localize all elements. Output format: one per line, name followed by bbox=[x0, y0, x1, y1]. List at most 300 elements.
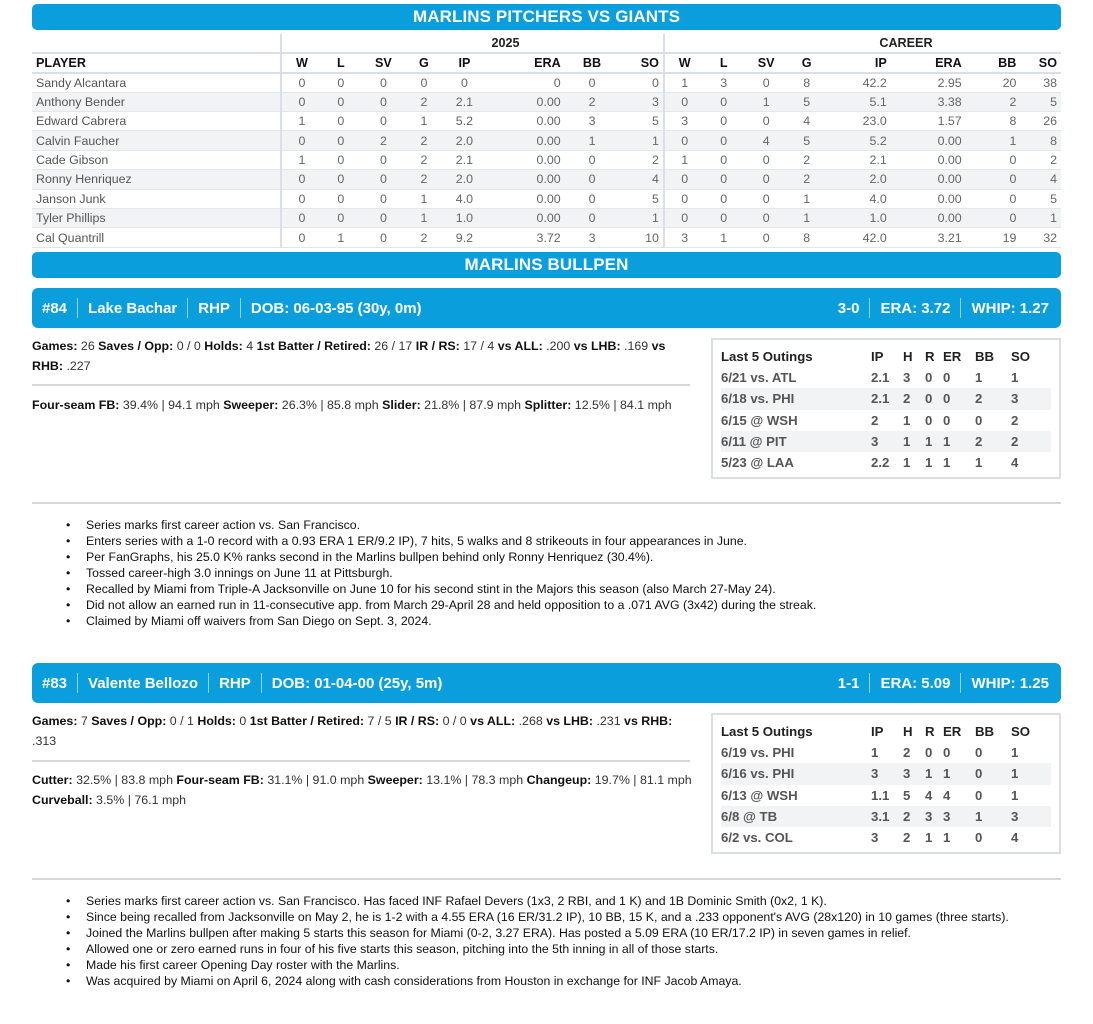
stat-value: 26 bbox=[80, 339, 95, 353]
group-header-2025: 2025 bbox=[281, 34, 664, 53]
stat-career-w: 3 bbox=[664, 228, 705, 247]
stat-2025-bb: 0 bbox=[565, 73, 620, 92]
outings-table bbox=[721, 346, 1051, 473]
stat-label: vs LHB: bbox=[573, 339, 621, 353]
outing-game: 6/21 vs. ATL bbox=[721, 370, 797, 386]
outing-h: 2 bbox=[903, 830, 911, 846]
stat-2025-era: 0.00 bbox=[488, 170, 565, 189]
stat-2025-l: 0 bbox=[322, 73, 360, 92]
stat-career-bb: 0 bbox=[966, 209, 1021, 228]
divider bbox=[261, 673, 262, 693]
section-divider bbox=[32, 878, 1061, 880]
outing-bb: 0 bbox=[975, 412, 983, 428]
stat-career-bb: 0 bbox=[966, 170, 1021, 189]
stat-career-bb: 1 bbox=[966, 131, 1021, 150]
last-5-outings-table bbox=[711, 338, 1061, 479]
outing-bb: 0 bbox=[975, 830, 983, 846]
stat-2025-w: 1 bbox=[281, 150, 322, 169]
stat-label: 1st Batter / Retired: bbox=[249, 714, 365, 728]
stat-2025-sv: 0 bbox=[360, 73, 407, 92]
outing-ip: 2 bbox=[871, 412, 879, 428]
stat-label: Saves / Opp: bbox=[91, 714, 167, 728]
outing-ip: 3.1 bbox=[871, 806, 903, 827]
stat-2025-g: 2 bbox=[407, 92, 441, 111]
outing-game: 6/13 @ WSH bbox=[721, 787, 798, 803]
stat-value: 39.4% | 94.1 mph bbox=[122, 398, 220, 412]
outing-ip: 3 bbox=[871, 763, 903, 784]
table-row bbox=[32, 189, 1061, 208]
stat-2025-l: 0 bbox=[322, 112, 360, 131]
stat-2025-g: 1 bbox=[407, 209, 441, 228]
outings-table bbox=[721, 721, 1051, 848]
stat-career-so: 5 bbox=[1020, 189, 1061, 208]
outing-row bbox=[721, 452, 1051, 473]
stat-2025-so: 10 bbox=[619, 228, 664, 247]
outing-so: 1 bbox=[1011, 787, 1019, 803]
outing-so: 3 bbox=[1011, 388, 1051, 409]
group-header-blank bbox=[32, 34, 281, 53]
player-name: Cal Quantrill bbox=[32, 228, 281, 247]
col-header-g: G bbox=[407, 53, 441, 72]
outings-col-er: ER bbox=[943, 349, 962, 364]
pitcher-era: ERA: 5.09 bbox=[880, 674, 951, 692]
outings-col-ip: IP bbox=[871, 724, 884, 739]
stat-2025-sv: 0 bbox=[360, 150, 407, 169]
stat-career-w: 1 bbox=[664, 73, 705, 92]
pitcher-header-bar bbox=[32, 663, 1061, 703]
player-name: Janson Junk bbox=[32, 189, 281, 208]
stat-career-so: 26 bbox=[1020, 112, 1061, 131]
stat-label: Holds: bbox=[197, 714, 236, 728]
pitcher-number: #84 bbox=[42, 299, 68, 317]
stat-value: 7 bbox=[80, 714, 88, 728]
table-row bbox=[32, 92, 1061, 111]
stat-value: 17 / 4 bbox=[463, 339, 495, 353]
outings-col-bb: BB bbox=[975, 349, 995, 364]
outing-er: 0 bbox=[943, 388, 975, 409]
stat-label: vs RHB: bbox=[624, 714, 673, 728]
pitcher-record: 1-1 bbox=[837, 674, 860, 692]
stat-2025-g: 1 bbox=[407, 112, 441, 131]
outing-bb: 0 bbox=[975, 745, 983, 761]
outing-er: 0 bbox=[943, 745, 951, 761]
stat-2025-g: 2 bbox=[407, 131, 441, 150]
stat-2025-era: 0 bbox=[488, 73, 565, 92]
pitcher-era: ERA: 3.72 bbox=[880, 299, 951, 317]
note-item: • Made his first career Opening Day roster with the Marlins. bbox=[66, 957, 1066, 973]
stat-2025-so: 5 bbox=[619, 112, 664, 131]
stat-value: 0 / 0 bbox=[176, 339, 201, 353]
stat-2025-bb: 0 bbox=[565, 150, 620, 169]
stat-2025-sv: 0 bbox=[360, 170, 407, 189]
stat-2025-era: 0.00 bbox=[488, 189, 565, 208]
section-divider bbox=[32, 502, 1061, 504]
outing-row bbox=[721, 763, 1051, 784]
stat-career-so: 2 bbox=[1020, 150, 1061, 169]
stat-career-so: 32 bbox=[1020, 228, 1061, 247]
stat-2025-sv: 0 bbox=[360, 189, 407, 208]
outing-ip: 3 bbox=[871, 431, 903, 452]
stat-career-sv: 1 bbox=[743, 92, 790, 111]
stat-career-w: 0 bbox=[664, 189, 705, 208]
player-name: Calvin Faucher bbox=[32, 131, 281, 150]
stat-2025-sv: 0 bbox=[360, 92, 407, 111]
pitcher-record: 3-0 bbox=[837, 299, 860, 317]
outing-so: 4 bbox=[1011, 455, 1019, 471]
outing-h: 2 bbox=[903, 745, 911, 761]
vs-giants-table bbox=[32, 34, 1061, 248]
outing-so: 4 bbox=[1011, 830, 1019, 846]
outing-game: 5/23 @ LAA bbox=[721, 455, 794, 471]
stat-2025-era: 0.00 bbox=[488, 92, 565, 111]
stat-2025-bb: 0 bbox=[565, 189, 620, 208]
outing-r: 0 bbox=[925, 388, 943, 409]
stat-2025-g: 1 bbox=[407, 189, 441, 208]
outing-r: 1 bbox=[925, 763, 943, 784]
outing-r: 4 bbox=[925, 787, 933, 803]
stat-value: 26 / 17 bbox=[374, 339, 413, 353]
stat-label: Sweeper: bbox=[367, 773, 423, 787]
stat-2025-ip: 0 bbox=[441, 73, 488, 92]
stat-career-sv: 0 bbox=[743, 209, 790, 228]
stat-2025-era: 0.00 bbox=[488, 112, 565, 131]
stat-2025-so: 2 bbox=[619, 150, 664, 169]
outing-ip: 2.1 bbox=[871, 388, 903, 409]
stat-career-w: 0 bbox=[664, 92, 705, 111]
stat-2025-ip: 2.0 bbox=[441, 170, 488, 189]
stat-career-g: 5 bbox=[789, 131, 823, 150]
stat-career-sv: 0 bbox=[743, 170, 790, 189]
stat-value: 7 / 5 bbox=[367, 714, 392, 728]
outing-ip: 2.1 bbox=[871, 370, 890, 386]
stat-value: 19.7% | 81.1 mph bbox=[594, 773, 692, 787]
outing-row bbox=[721, 785, 1051, 806]
col-header-player: PLAYER bbox=[32, 53, 281, 72]
stat-2025-w: 1 bbox=[281, 112, 322, 131]
stat-2025-so: 1 bbox=[619, 209, 664, 228]
outing-bb: 2 bbox=[975, 388, 1011, 409]
outing-r: 0 bbox=[925, 745, 933, 761]
stat-label: Games: bbox=[32, 714, 78, 728]
stat-career-ip: 5.2 bbox=[824, 131, 891, 150]
note-item: • Allowed one or zero earned runs in four of his five starts this season, pitching into the 5th inning in all of those starts. bbox=[66, 941, 1066, 957]
stat-career-g: 8 bbox=[789, 73, 823, 92]
col-header-sv: SV bbox=[360, 53, 407, 72]
stat-career-era: 0.00 bbox=[891, 209, 966, 228]
outing-ip: 2.2 bbox=[871, 455, 890, 471]
stat-career-w: 3 bbox=[664, 112, 705, 131]
stat-value: 0 / 1 bbox=[169, 714, 194, 728]
note-item: • Recalled by Miami from Triple-A Jacksonville on June 10 for his second stint in the Majors this season (also March 27-May 24). bbox=[66, 581, 1066, 597]
outing-row bbox=[721, 367, 1051, 388]
stat-label: Splitter: bbox=[524, 398, 572, 412]
outing-r: 1 bbox=[925, 431, 943, 452]
last-5-outings-table bbox=[711, 713, 1061, 854]
stat-2025-bb: 2 bbox=[565, 92, 620, 111]
outing-so: 1 bbox=[1011, 763, 1051, 784]
outing-bb: 0 bbox=[975, 787, 983, 803]
divider bbox=[77, 673, 78, 693]
player-name: Ronny Henriquez bbox=[32, 170, 281, 189]
stat-career-bb: 0 bbox=[966, 189, 1021, 208]
stat-career-g: 5 bbox=[789, 92, 823, 111]
statline-divider bbox=[32, 384, 690, 386]
col-header-career-ip: IP bbox=[824, 53, 891, 72]
stat-2025-era: 3.72 bbox=[488, 228, 565, 247]
stat-2025-era: 0.00 bbox=[488, 209, 565, 228]
divider bbox=[77, 298, 78, 318]
stat-value: 0 bbox=[239, 714, 247, 728]
stat-career-bb: 20 bbox=[966, 73, 1021, 92]
stat-career-so: 5 bbox=[1020, 92, 1061, 111]
pitch-mix bbox=[32, 771, 692, 810]
stat-2025-w: 0 bbox=[281, 228, 322, 247]
outing-bb: 0 bbox=[975, 763, 1011, 784]
stat-2025-era: 0.00 bbox=[488, 150, 565, 169]
stat-value: 31.1% | 91.0 mph bbox=[267, 773, 365, 787]
note-item: • Claimed by Miami off waivers from San Diego on Sept. 3, 2024. bbox=[66, 613, 1066, 629]
stat-career-l: 0 bbox=[704, 92, 742, 111]
stat-career-so: 38 bbox=[1020, 73, 1061, 92]
outing-h: 1 bbox=[903, 431, 925, 452]
outing-ip: 3 bbox=[871, 830, 879, 846]
outing-game: 6/16 vs. PHI bbox=[721, 763, 871, 784]
stat-2025-l: 0 bbox=[322, 150, 360, 169]
stat-career-ip: 2.0 bbox=[824, 170, 891, 189]
stat-career-sv: 0 bbox=[743, 228, 790, 247]
divider bbox=[960, 298, 961, 318]
outings-header-row bbox=[721, 346, 1051, 367]
stat-2025-sv: 0 bbox=[360, 209, 407, 228]
stat-2025-l: 1 bbox=[322, 228, 360, 247]
outing-h: 2 bbox=[903, 806, 925, 827]
note-item: • Tossed career-high 3.0 innings on June 11 at Pittsburgh. bbox=[66, 565, 1066, 581]
col-header-career-sv: SV bbox=[743, 53, 790, 72]
stat-label: vs LHB: bbox=[546, 714, 594, 728]
outing-r: 1 bbox=[925, 830, 933, 846]
pitcher-header-bar bbox=[32, 288, 1061, 328]
outings-col-r: R bbox=[925, 724, 935, 739]
stat-label: vs RHB: bbox=[32, 339, 666, 373]
stat-2025-w: 0 bbox=[281, 131, 322, 150]
note-item: • Series marks first career action vs. San Francisco. bbox=[66, 517, 1066, 533]
stat-label: Changeup: bbox=[526, 773, 592, 787]
note-item: • Series marks first career action vs. San Francisco. Has faced INF Rafael Devers (1x3, 2 RBI, and 1 K) and 1B Dominic Smith (0x2, 1 K). bbox=[66, 893, 1066, 909]
stat-value: 0 / 0 bbox=[442, 714, 467, 728]
outing-row bbox=[721, 827, 1051, 848]
stat-career-l: 0 bbox=[704, 209, 742, 228]
table-row bbox=[32, 209, 1061, 228]
stat-career-l: 0 bbox=[704, 170, 742, 189]
outing-h: 2 bbox=[903, 388, 925, 409]
outing-row bbox=[721, 410, 1051, 431]
stat-label: vs ALL: bbox=[470, 714, 516, 728]
stat-2025-bb: 3 bbox=[565, 228, 620, 247]
pitcher-whip: WHIP: 1.27 bbox=[971, 299, 1049, 317]
col-header-career-g: G bbox=[789, 53, 823, 72]
stat-career-g: 2 bbox=[789, 170, 823, 189]
stat-career-ip: 4.0 bbox=[824, 189, 891, 208]
pitcher-dob: DOB: 06-03-95 (30y, 0m) bbox=[250, 299, 422, 317]
stat-label: Curveball: bbox=[32, 792, 93, 807]
stat-2025-w: 0 bbox=[281, 189, 322, 208]
outing-h: 3 bbox=[903, 370, 911, 386]
stat-career-w: 0 bbox=[664, 209, 705, 228]
stat-career-l: 0 bbox=[704, 131, 742, 150]
stat-career-w: 0 bbox=[664, 131, 705, 150]
stat-career-era: 0.00 bbox=[891, 150, 966, 169]
stat-career-g: 8 bbox=[789, 228, 823, 247]
stat-2025-ip: 4.0 bbox=[441, 189, 488, 208]
stat-2025-l: 0 bbox=[322, 189, 360, 208]
stat-label: IR / RS: bbox=[415, 339, 460, 353]
stat-2025-bb: 1 bbox=[565, 131, 620, 150]
stat-2025-w: 0 bbox=[281, 92, 322, 111]
outing-game: 6/2 vs. COL bbox=[721, 830, 793, 846]
statline-divider bbox=[32, 760, 690, 762]
stat-career-ip: 2.1 bbox=[824, 150, 891, 169]
stat-2025-sv: 0 bbox=[360, 112, 407, 131]
stat-career-so: 8 bbox=[1020, 131, 1061, 150]
stat-2025-bb: 3 bbox=[565, 112, 620, 131]
bullpen-banner: MARLINS BULLPEN bbox=[32, 252, 1061, 278]
stat-career-ip: 1.0 bbox=[824, 209, 891, 228]
stat-career-era: 0.00 bbox=[891, 189, 966, 208]
outings-col-r: R bbox=[925, 349, 935, 364]
stat-career-l: 3 bbox=[704, 73, 742, 92]
outing-game: 6/8 @ TB bbox=[721, 806, 871, 827]
stat-career-g: 4 bbox=[789, 112, 823, 131]
outing-er: 1 bbox=[943, 455, 951, 471]
stat-label: IR / RS: bbox=[395, 714, 440, 728]
stat-label: Four-seam FB: bbox=[176, 773, 264, 787]
note-item: • Joined the Marlins bullpen after making 5 starts this season for Miami (0-2, 3.27 ERA). Has posted a 5.09 ERA (10 ER/17.2 IP) in seven games in relief. bbox=[66, 925, 1066, 941]
outing-er: 3 bbox=[943, 806, 975, 827]
stat-career-sv: 4 bbox=[743, 131, 790, 150]
stat-value: .313 bbox=[32, 733, 57, 748]
outing-er: 0 bbox=[943, 370, 951, 386]
stat-2025-w: 0 bbox=[281, 209, 322, 228]
stat-career-g: 1 bbox=[789, 189, 823, 208]
stat-career-g: 2 bbox=[789, 150, 823, 169]
outing-row bbox=[721, 431, 1051, 452]
stat-2025-ip: 2.0 bbox=[441, 131, 488, 150]
stat-career-g: 1 bbox=[789, 209, 823, 228]
outing-er: 1 bbox=[943, 830, 951, 846]
stat-2025-g: 2 bbox=[407, 150, 441, 169]
table-row bbox=[32, 112, 1061, 131]
stat-label: Cutter: bbox=[32, 773, 73, 787]
stat-value: 13.1% | 78.3 mph bbox=[426, 773, 524, 787]
note-item: • Was acquired by Miami on April 6, 2024 along with cash considerations from Houston in exchange for INF Jacob Amaya. bbox=[66, 973, 1066, 989]
outings-col-so: SO bbox=[1011, 349, 1031, 364]
stat-2025-ip: 1.0 bbox=[441, 209, 488, 228]
outing-so: 3 bbox=[1011, 806, 1051, 827]
outing-h: 5 bbox=[903, 787, 911, 803]
stat-career-w: 1 bbox=[664, 150, 705, 169]
pitcher-whip: WHIP: 1.25 bbox=[971, 674, 1049, 692]
stat-career-bb: 2 bbox=[966, 92, 1021, 111]
stat-career-ip: 42.0 bbox=[824, 228, 891, 247]
player-name: Edward Cabrera bbox=[32, 112, 281, 131]
outings-col-h: H bbox=[903, 724, 913, 739]
outing-bb: 2 bbox=[975, 431, 1011, 452]
stat-career-sv: 0 bbox=[743, 189, 790, 208]
col-header-bb: BB bbox=[565, 53, 620, 72]
outings-col-so: SO bbox=[1011, 724, 1031, 739]
col-header-career-bb: BB bbox=[966, 53, 1021, 72]
outings-col-game: Last 5 Outings bbox=[721, 349, 813, 364]
col-header-career-l: L bbox=[704, 53, 742, 72]
outing-row bbox=[721, 806, 1051, 827]
outing-bb: 1 bbox=[975, 455, 983, 471]
col-header-w: W bbox=[281, 53, 322, 72]
col-header-ip: IP bbox=[441, 53, 488, 72]
note-item: • Enters series with a 1-0 record with a 0.93 ERA 1 ER/9.2 IP), 7 hits, 5 walks and 8 strikeouts in four appearances in June. bbox=[66, 533, 1066, 549]
stat-career-l: 0 bbox=[704, 150, 742, 169]
stat-label: 1st Batter / Retired: bbox=[256, 339, 371, 353]
stat-career-l: 1 bbox=[704, 228, 742, 247]
pitch-mix bbox=[32, 396, 692, 416]
vs-giants-banner: MARLINS PITCHERS VS GIANTS bbox=[32, 4, 1061, 30]
divider bbox=[208, 673, 209, 693]
stat-career-bb: 19 bbox=[966, 228, 1021, 247]
outing-er: 0 bbox=[943, 412, 951, 428]
stat-2025-so: 5 bbox=[619, 189, 664, 208]
stat-2025-so: 0 bbox=[619, 73, 664, 92]
outing-r: 1 bbox=[925, 455, 933, 471]
stat-label: Holds: bbox=[204, 339, 243, 353]
outings-col-bb: BB bbox=[975, 724, 995, 739]
stat-2025-g: 2 bbox=[407, 170, 441, 189]
divider bbox=[869, 298, 870, 318]
stat-value: 12.5% | 84.1 mph bbox=[574, 398, 672, 412]
outing-game: 6/11 @ PIT bbox=[721, 431, 871, 452]
stat-2025-ip: 2.1 bbox=[441, 92, 488, 111]
pitcher-notes bbox=[66, 517, 1066, 629]
outing-bb: 1 bbox=[975, 370, 983, 386]
col-header-career-so: SO bbox=[1020, 53, 1061, 72]
pitcher-name: Lake Bachar bbox=[88, 299, 178, 317]
divider bbox=[240, 298, 241, 318]
group-header-career: CAREER bbox=[664, 34, 1061, 53]
outing-so: 1 bbox=[1011, 745, 1019, 761]
stat-2025-g: 2 bbox=[407, 228, 441, 247]
pitcher-position: RHP bbox=[219, 674, 251, 692]
pitcher-notes bbox=[66, 893, 1066, 989]
outing-r: 0 bbox=[925, 370, 933, 386]
note-item: • Did not allow an earned run in 11-consecutive app. from March 29-April 28 and held opposition to a .071 AVG (3x42) during the streak. bbox=[66, 597, 1066, 613]
outing-row bbox=[721, 388, 1051, 409]
stat-2025-sv: 0 bbox=[360, 228, 407, 247]
pitcher-number: #83 bbox=[42, 674, 68, 692]
stat-2025-sv: 2 bbox=[360, 131, 407, 150]
outing-so: 2 bbox=[1011, 431, 1051, 452]
pitcher-statline bbox=[32, 337, 692, 376]
outing-h: 3 bbox=[903, 763, 925, 784]
stat-label: Slider: bbox=[382, 398, 421, 412]
player-name: Cade Gibson bbox=[32, 150, 281, 169]
table-row bbox=[32, 170, 1061, 189]
outings-header-row bbox=[721, 721, 1051, 742]
col-header-era: ERA bbox=[488, 53, 565, 72]
stat-career-sv: 0 bbox=[743, 73, 790, 92]
divider bbox=[187, 298, 188, 318]
stat-career-so: 1 bbox=[1020, 209, 1061, 228]
stat-career-sv: 0 bbox=[743, 112, 790, 131]
outing-game: 6/15 @ WSH bbox=[721, 412, 798, 428]
outing-h: 1 bbox=[903, 412, 911, 428]
